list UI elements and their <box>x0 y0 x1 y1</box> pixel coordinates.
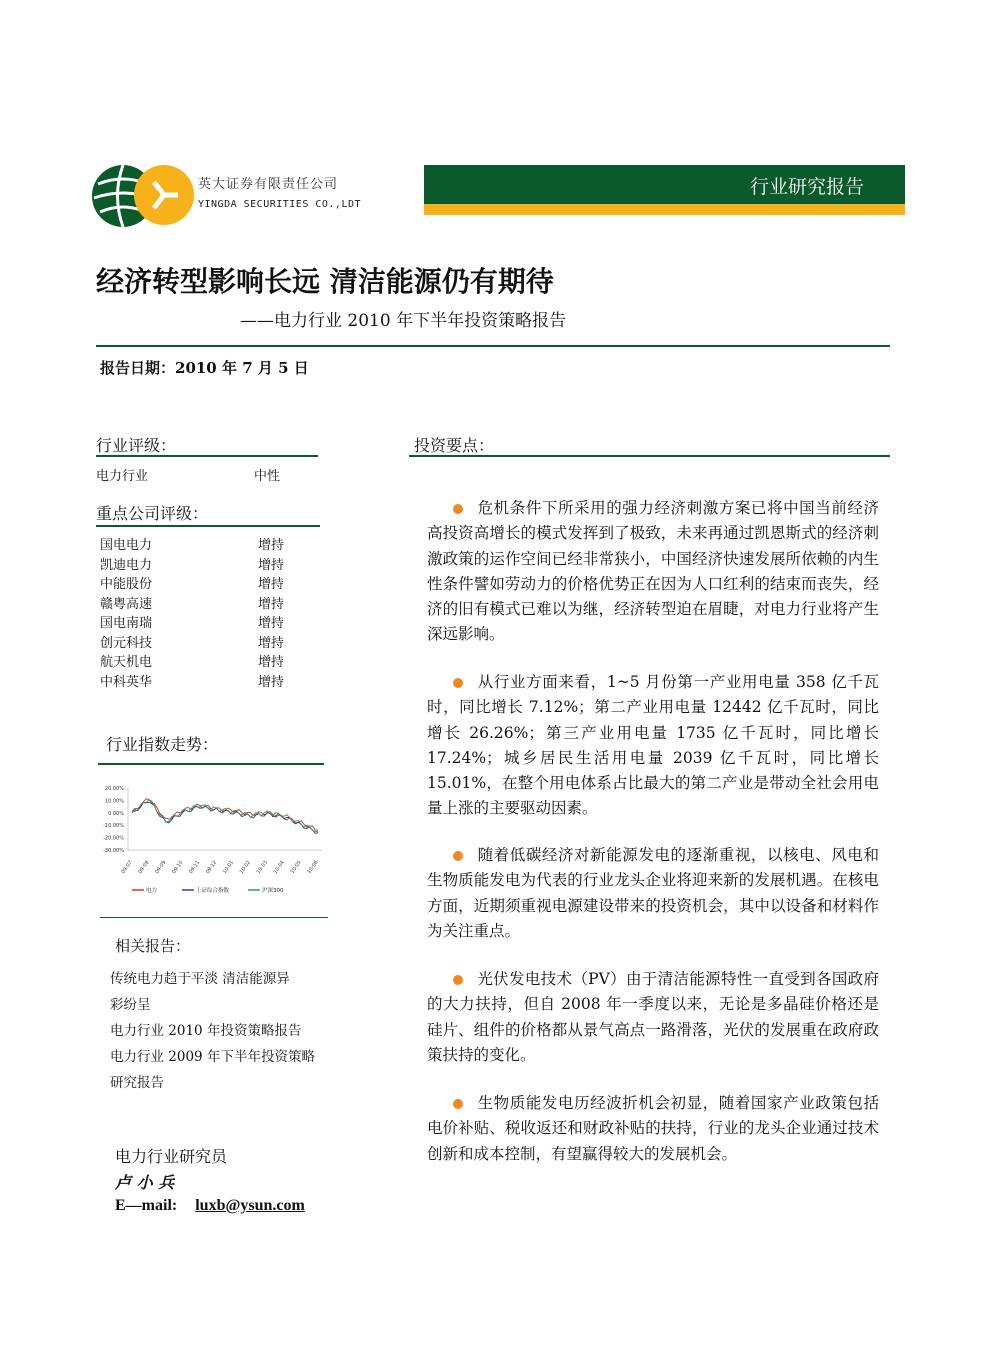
investment-highlights-heading: 投资要点： <box>414 436 495 455</box>
company-rating-list <box>100 534 330 694</box>
company-rating: 增持 <box>258 596 285 612</box>
page-title: 经济转型影响长远 清洁能源仍有期待 <box>96 265 554 298</box>
page-subtitle: ——电力行业 2010 年下半年投资策略报告 <box>240 311 567 331</box>
email-link[interactable]: luxb@ysun.com <box>195 1197 305 1214</box>
industry-name: 电力行业 <box>96 469 149 484</box>
company-rating-row <box>100 534 320 554</box>
x-tick-label: 09-10 <box>171 859 185 876</box>
company-name: 中科英华 <box>100 674 153 690</box>
company-rating: 增持 <box>258 655 285 670</box>
highlight-text: 危机条件下所采用的强力经济刺激方案已将中国当前经济高投资高增长的模式发挥到了极致，未来再通过凯恩斯式的经济刺激政策的运作空间已经非常狭小，中国经济快速发展所依赖的内生性条件譬如劳动力的价格优势正在因为人口红利的结束而丧失，经济的旧有模式已难以为继，经济转型迫在眉睫，对电力行业将产生深远影响。 <box>427 499 879 644</box>
company-rating: 增持 <box>258 635 285 651</box>
x-tick-label: 10-02 <box>238 859 253 876</box>
x-tick-label: 10-06 <box>306 859 320 876</box>
x-tick-label: 09-07 <box>120 859 134 876</box>
company-rating-row <box>100 573 320 593</box>
analyst-email-row <box>115 1197 305 1215</box>
related-reports-heading: 相关报告： <box>115 937 191 955</box>
email-label: E—mail: <box>115 1197 178 1214</box>
company-rating-row <box>100 632 320 652</box>
company-rating: 增持 <box>258 674 285 690</box>
x-tick-label: 09-12 <box>204 859 219 876</box>
company-rating: 增持 <box>258 577 285 592</box>
company-name-en: YINGDA SECURITIES CO.,LDT <box>198 199 362 210</box>
analyst-name: 卢 小 兵 <box>115 1173 175 1192</box>
company-name: 国电南瑞 <box>100 616 153 631</box>
x-tick-label: 10-01 <box>221 859 236 876</box>
industry-rating-value: 中性 <box>254 469 281 484</box>
industry-rating-row <box>96 465 326 484</box>
highlight-paragraph <box>427 496 879 648</box>
index-trend-rule <box>98 763 324 765</box>
company-name: 赣粤高速 <box>100 596 153 612</box>
title-divider <box>96 345 890 347</box>
x-tick-label: 10-03 <box>255 859 269 876</box>
legend-label: 上证综合指数 <box>196 888 230 894</box>
company-rating-heading: 重点公司评级： <box>96 504 209 523</box>
y-tick-label: -10.00% <box>103 823 124 830</box>
highlight-paragraph <box>427 967 879 1068</box>
x-tick-label: 09-11 <box>188 859 202 876</box>
company-name: 国电电力 <box>100 538 153 553</box>
x-tick-label: 10-05 <box>289 859 303 876</box>
company-rating: 增持 <box>258 616 285 631</box>
y-tick-label: 20.00% <box>104 786 124 792</box>
related-report-line: 研究报告 <box>110 1075 164 1091</box>
bullet-dot-icon <box>453 851 463 861</box>
report-type-label: 行业研究报告 <box>749 176 864 198</box>
highlight-text: 随着低碳经济对新能源发电的逐渐重视，以核电、风电和生物质能发电为代表的行业龙头企业将迎来新的发展机遇。在核电方面，近期须重视电源建设带来的投资机会，其中以设备和材料作为关注重点。 <box>427 846 879 940</box>
related-report-line: 彩纷呈 <box>110 997 151 1013</box>
index-trend-heading: 行业指数走势： <box>106 735 219 754</box>
x-tick-label: 09-08 <box>137 859 151 876</box>
company-name: 航天机电 <box>100 655 153 670</box>
bullet-dot-icon <box>453 504 463 514</box>
highlight-text: 从行业方面来看，1~5 月份第一产业用电量 358 亿千瓦时，同比增长 7.12%；第二产业用电量 12442 亿千瓦时，同比增长 26.26%；第三产业用电量 1735 亿千瓦时，同比增长 17.24%；城乡居民生活用电量 2039 亿千瓦时，同比增长 15.01%，在整个用电体系占比最大的第二产业是带动全社会用电量上涨的主要驱动因素。 <box>427 673 879 818</box>
company-rating-row <box>100 651 320 671</box>
bullet-dot-icon <box>453 678 463 688</box>
highlight-text: 生物质能发电历经波折机会初显，随着国家产业政策包括电价补贴、税收返还和财政补贴的扶持，行业的龙头企业通过技术创新和成本控制，有望赢得较大的发展机会。 <box>427 1094 879 1163</box>
related-report-line: 电力行业 2009 年下半年投资策略 <box>110 1049 315 1065</box>
related-report-line: 传统电力趋于平淡 清洁能源异 <box>110 971 290 987</box>
highlight-paragraph <box>427 843 879 944</box>
highlight-paragraph <box>427 1091 879 1167</box>
legend-label: 沪深300 <box>262 888 284 894</box>
y-tick-label: 10.00% <box>104 798 124 805</box>
company-rating-rule <box>96 525 320 527</box>
investment-highlights-rule <box>409 455 890 457</box>
company-name: 凯迪电力 <box>100 557 153 573</box>
industry-rating-heading: 行业评级： <box>96 436 177 455</box>
industry-index-chart <box>96 780 330 900</box>
x-tick-label: 10-04 <box>272 859 286 876</box>
company-rating-row <box>100 593 320 613</box>
related-report-line: 电力行业 2010 年投资策略报告 <box>110 1023 302 1039</box>
header-yellow-band <box>424 204 905 215</box>
y-tick-label: -20.00% <box>103 835 124 842</box>
series-line <box>132 799 318 830</box>
highlight-paragraph <box>427 670 879 822</box>
y-tick-label: 0.00% <box>108 810 124 817</box>
analyst-role: 电力行业研究员 <box>115 1147 228 1166</box>
company-rating: 增持 <box>258 557 285 573</box>
industry-rating-rule <box>96 455 318 457</box>
company-rating: 增持 <box>258 538 285 553</box>
company-name-cn: 英大证券有限责任公司 <box>198 177 339 192</box>
report-date: 报告日期：2010 年 7 月 5 日 <box>100 359 309 377</box>
company-name: 中能股份 <box>100 577 153 592</box>
company-rating-row <box>100 671 320 691</box>
company-rating-row <box>100 612 320 632</box>
highlight-text: 光伏发电技术（PV）由于清洁能源特性一直受到各国政府的大力扶持，但自 2008 年一季度以来，无论是多晶硅价格还是硅片、组件的价格都从景气高点一路滑落，光伏的发展重在政府政策扶持的变化。 <box>427 970 879 1064</box>
company-name: 创元科技 <box>100 635 153 651</box>
company-rating-row <box>100 554 320 574</box>
legend-label: 电力 <box>146 888 158 894</box>
x-tick-label: 09-09 <box>154 859 168 876</box>
chart-bottom-rule <box>100 917 328 918</box>
y-tick-label: -30.00% <box>103 848 124 854</box>
bullet-dot-icon <box>453 1099 463 1109</box>
bullet-dot-icon <box>453 975 463 985</box>
